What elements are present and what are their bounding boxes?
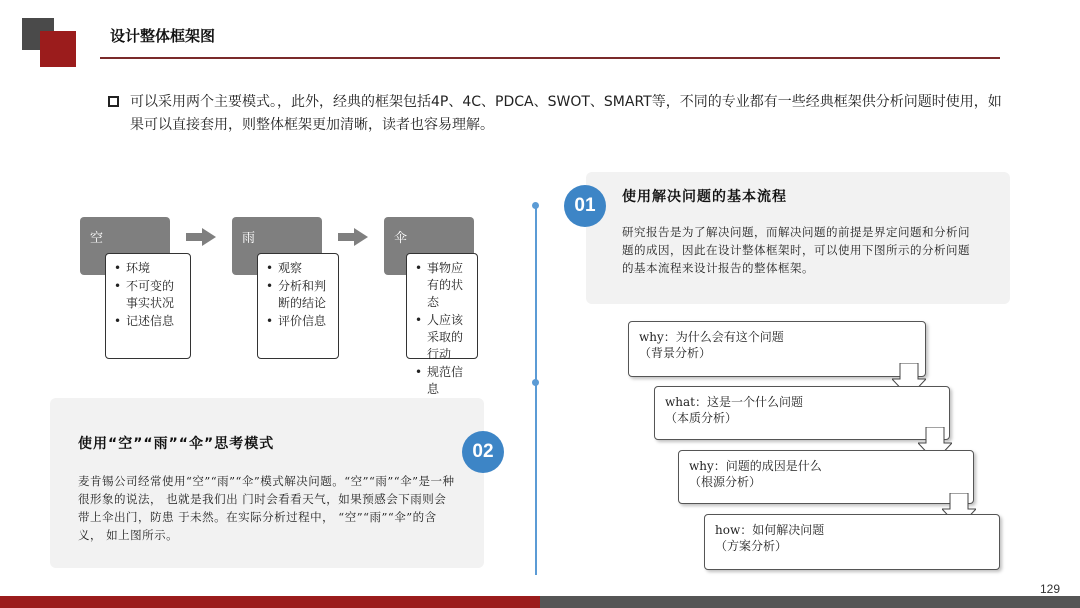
- section1-text: 研究报告是为了解决问题，而解决问题的前提是界定问题和分析问题的成因，因此在设计整体框架时，可以使用下图所示的分析问题的基本流程来设计报告的整体框架。: [622, 225, 970, 275]
- header-red-square: [40, 31, 76, 67]
- kys-box-yu: [257, 253, 339, 359]
- flow-step-sublabel: （方案分析）: [715, 539, 788, 553]
- page-title: 设计整体框架图: [110, 27, 216, 45]
- kys-item: • 环境: [114, 260, 184, 277]
- kys-item: • 分析和判断的结论: [266, 278, 332, 312]
- footer-red-bar: [0, 596, 540, 608]
- bullet-square-icon: [108, 96, 119, 107]
- kys-box-kong: [105, 253, 191, 359]
- flow-step-3: [678, 450, 974, 504]
- flow-step-sublabel: （本质分析）: [665, 411, 738, 425]
- section2-number-badge: 02: [462, 431, 504, 473]
- title-divider: [100, 57, 1000, 59]
- flow-step-label: why：为什么会有这个问题: [639, 330, 784, 344]
- kys-item: • 评价信息: [266, 313, 332, 330]
- kys-head-kong: 空: [80, 217, 170, 275]
- intro-paragraph: 可以采用两个主要模式。，此外，经典的框架包括4P、4C、PDCA、SWOT、SMART等，不同的专业都有一些经典框架供分析问题时使用，如果可以直接套用，则整体框架更加清晰，读者也容易理解。: [130, 94, 1002, 133]
- flow-step-1: [628, 321, 926, 377]
- kys-item: • 规范信息: [415, 364, 471, 398]
- footer-gray-bar: [540, 596, 1080, 608]
- flow-step-sublabel: （根源分析）: [689, 475, 762, 489]
- section1-number-badge: 01: [564, 185, 606, 227]
- flow-step-4: [704, 514, 1000, 570]
- right-arrow-icon: [186, 228, 216, 250]
- flow-step-sublabel: （背景分析）: [639, 346, 712, 360]
- timeline-line: [535, 205, 537, 575]
- kys-box-san: [406, 253, 478, 396]
- flow-step-label: why：问题的成因是什么: [689, 459, 822, 473]
- kys-item: • 事物应有的状态: [415, 260, 471, 311]
- page-number: 129: [1040, 582, 1061, 596]
- section1-title: 使用解决问题的基本流程: [622, 189, 787, 205]
- timeline-dot: [532, 379, 539, 386]
- kys-item: • 记述信息: [114, 313, 184, 330]
- kys-item: • 不可变的事实状况: [114, 278, 184, 312]
- right-arrow-icon: [338, 228, 368, 250]
- timeline-dot: [532, 202, 539, 209]
- section2-text: 麦肯锡公司经常使用“空”“雨”“伞”模式解决问题。“空”“雨”“伞”是一种很形象的说法， 也就是我们出 门时会看看天气，如果预感会下雨则会带上伞出门，防患 于未然。在实际分析过程中， “空”“雨”“伞”的含义， 如上图所示。: [78, 474, 455, 542]
- section2-title: 使用“空”“雨”“伞”思考模式: [78, 436, 275, 452]
- flow-step-label: how：如何解决问题: [715, 523, 825, 537]
- flow-step-2: [654, 386, 950, 440]
- kys-item: • 观察: [266, 260, 332, 277]
- flow-step-label: what：这是一个什么问题: [665, 395, 803, 409]
- kys-head-yu: 雨: [232, 217, 322, 275]
- kys-item: • 人应该采取的行动: [415, 312, 471, 363]
- kys-head-san: 伞: [384, 217, 474, 275]
